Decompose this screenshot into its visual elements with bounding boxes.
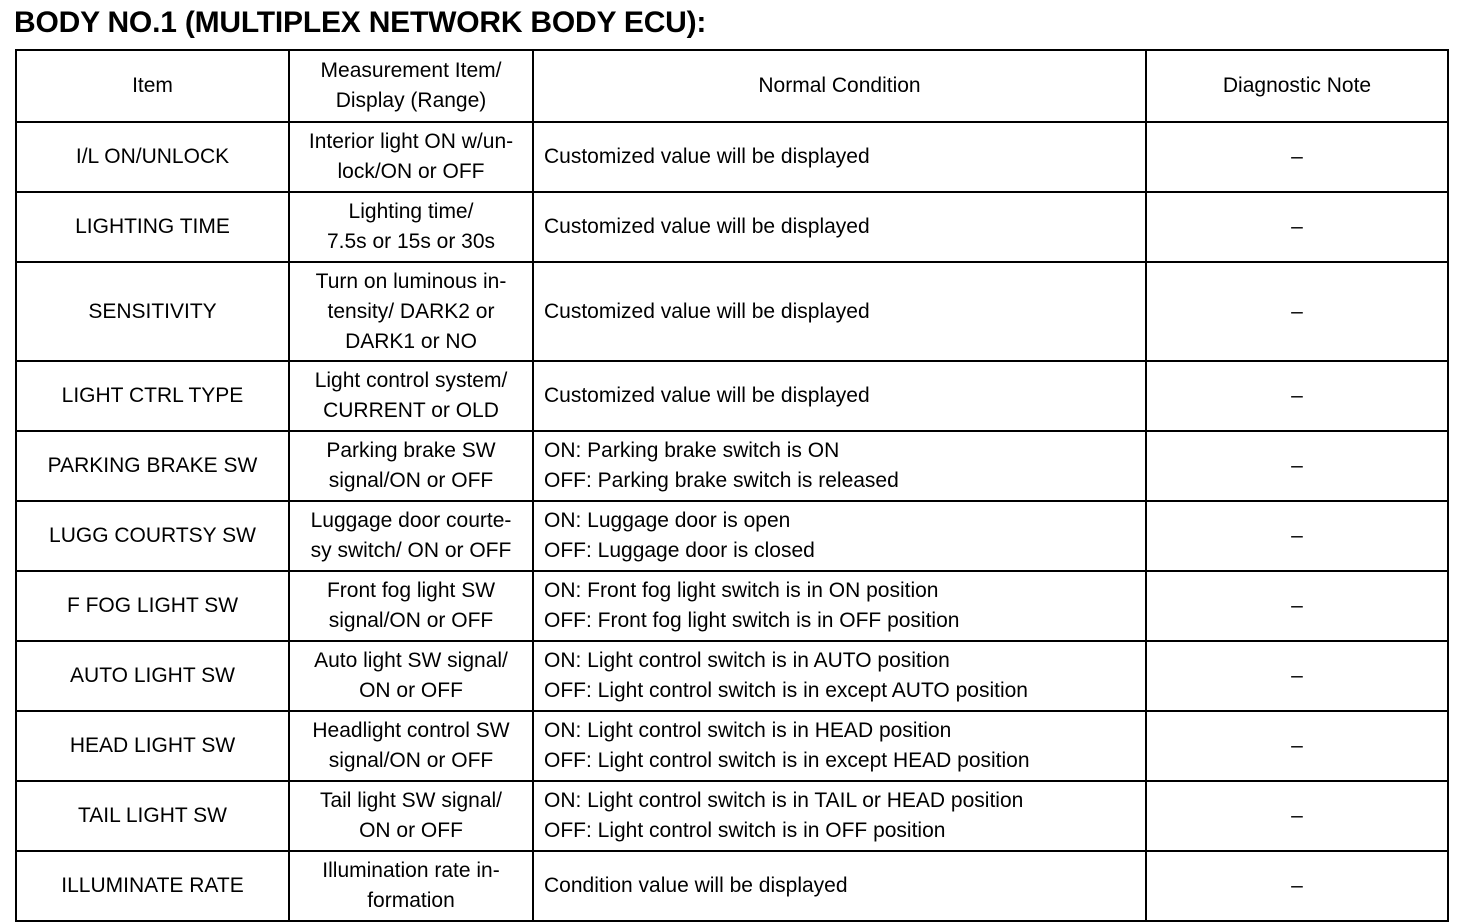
cell-measurement-line: ON or OFF	[359, 819, 463, 842]
table-row	[16, 711, 1448, 781]
cell-condition-line: Condition value will be displayed	[544, 874, 848, 897]
cell-condition-line: OFF: Luggage door is closed	[544, 539, 815, 562]
table-row	[16, 192, 1448, 262]
cell-diagnostic-note: –	[1146, 571, 1448, 641]
cell-item: HEAD LIGHT SW	[16, 711, 289, 781]
cell-item: LIGHT CTRL TYPE	[16, 361, 289, 431]
cell-measurement-line: lock/ON or OFF	[337, 160, 485, 183]
cell-condition-line: ON: Luggage door is open	[544, 509, 791, 532]
header-normal-condition: Normal Condition	[533, 50, 1146, 122]
page-title: BODY NO.1 (MULTIPLEX NETWORK BODY ECU):	[14, 6, 707, 39]
cell-diagnostic-note: –	[1146, 192, 1448, 262]
table-row	[16, 501, 1448, 571]
cell-measurement	[289, 641, 533, 711]
cell-condition-line: OFF: Front fog light switch is in OFF position	[544, 609, 960, 632]
cell-normal-condition	[533, 711, 1146, 781]
cell-measurement	[289, 122, 533, 192]
cell-condition-line: Customized value will be displayed	[544, 145, 870, 168]
cell-normal-condition	[533, 262, 1146, 361]
cell-condition-line: OFF: Light control switch is in except HEAD position	[544, 749, 1030, 772]
cell-measurement-line: formation	[367, 889, 455, 912]
cell-normal-condition	[533, 641, 1146, 711]
table-row	[16, 431, 1448, 501]
cell-diagnostic-note: –	[1146, 711, 1448, 781]
cell-item: I/L ON/UNLOCK	[16, 122, 289, 192]
cell-measurement-line: 7.5s or 15s or 30s	[326, 230, 496, 253]
header-measurement-line: Measurement Item/	[320, 59, 502, 82]
table-row	[16, 571, 1448, 641]
header-diagnostic-note: Diagnostic Note	[1146, 50, 1448, 122]
cell-diagnostic-note: –	[1146, 781, 1448, 851]
cell-measurement	[289, 501, 533, 571]
cell-item: F FOG LIGHT SW	[16, 571, 289, 641]
cell-measurement-line: ON or OFF	[359, 679, 463, 702]
header-item: Item	[16, 50, 289, 122]
cell-normal-condition	[533, 571, 1146, 641]
cell-diagnostic-note: –	[1146, 262, 1448, 361]
cell-condition-line: ON: Light control switch is in TAIL or HEAD position	[544, 789, 1024, 812]
diagnostic-table	[15, 49, 1449, 922]
table-row	[16, 641, 1448, 711]
table-row	[16, 851, 1448, 921]
cell-item: SENSITIVITY	[16, 262, 289, 361]
cell-measurement	[289, 851, 533, 921]
cell-normal-condition	[533, 501, 1146, 571]
cell-condition-line: ON: Parking brake switch is ON	[544, 439, 840, 462]
table-row	[16, 361, 1448, 431]
cell-measurement-line: Parking brake SW	[326, 439, 496, 462]
cell-item: PARKING BRAKE SW	[16, 431, 289, 501]
cell-diagnostic-note: –	[1146, 501, 1448, 571]
cell-measurement	[289, 431, 533, 501]
table-body	[16, 122, 1448, 921]
header-measurement	[289, 50, 533, 122]
cell-item: ILLUMINATE RATE	[16, 851, 289, 921]
cell-measurement-line: Interior light ON w/un-	[308, 130, 514, 153]
cell-condition-line: ON: Light control switch is in HEAD position	[544, 719, 952, 742]
cell-normal-condition	[533, 431, 1146, 501]
header-measurement-line: Display (Range)	[335, 89, 487, 112]
cell-measurement-line: signal/ON or OFF	[328, 609, 494, 632]
cell-condition-line: Customized value will be displayed	[544, 215, 870, 238]
cell-condition-line: Customized value will be displayed	[544, 384, 870, 407]
cell-measurement-line: Illumination rate in-	[322, 859, 500, 882]
table-row	[16, 122, 1448, 192]
cell-measurement	[289, 711, 533, 781]
cell-condition-line: ON: Light control switch is in AUTO position	[544, 649, 950, 672]
cell-item: TAIL LIGHT SW	[16, 781, 289, 851]
cell-condition-line: OFF: Light control switch is in OFF position	[544, 819, 946, 842]
cell-measurement	[289, 781, 533, 851]
cell-diagnostic-note: –	[1146, 641, 1448, 711]
cell-measurement-line: signal/ON or OFF	[328, 469, 494, 492]
cell-measurement-line: tensity/ DARK2 or	[327, 299, 495, 323]
cell-measurement-line: CURRENT or OLD	[323, 399, 499, 422]
cell-measurement-line: Lighting time/	[348, 200, 474, 223]
cell-measurement	[289, 361, 533, 431]
cell-measurement	[289, 262, 533, 361]
cell-item: AUTO LIGHT SW	[16, 641, 289, 711]
cell-diagnostic-note: –	[1146, 851, 1448, 921]
cell-measurement-line: Turn on luminous in-	[315, 269, 507, 293]
cell-diagnostic-note: –	[1146, 122, 1448, 192]
cell-condition-line: OFF: Light control switch is in except AUTO position	[544, 679, 1028, 702]
cell-measurement-line: Tail light SW signal/	[319, 789, 503, 812]
table-row	[16, 781, 1448, 851]
cell-normal-condition	[533, 781, 1146, 851]
cell-measurement-line: Light control system/	[314, 369, 508, 392]
cell-diagnostic-note: –	[1146, 361, 1448, 431]
cell-measurement	[289, 571, 533, 641]
cell-normal-condition	[533, 122, 1146, 192]
cell-measurement-line: sy switch/ ON or OFF	[310, 539, 512, 562]
cell-measurement-line: Headlight control SW	[312, 719, 510, 742]
cell-normal-condition	[533, 192, 1146, 262]
cell-condition-line: Customized value will be displayed	[544, 299, 870, 323]
cell-diagnostic-note: –	[1146, 431, 1448, 501]
cell-measurement-line: DARK1 or NO	[345, 329, 477, 353]
cell-measurement-line: signal/ON or OFF	[328, 749, 494, 772]
cell-condition-line: OFF: Parking brake switch is released	[544, 469, 899, 492]
cell-normal-condition	[533, 361, 1146, 431]
table-row	[16, 262, 1448, 361]
cell-measurement-line: Front fog light SW	[326, 579, 496, 602]
cell-condition-line: ON: Front fog light switch is in ON position	[544, 579, 939, 602]
cell-measurement-line: Luggage door courte-	[310, 509, 512, 532]
cell-item: LUGG COURTSY SW	[16, 501, 289, 571]
cell-measurement-line: Auto light SW signal/	[314, 649, 508, 672]
cell-measurement	[289, 192, 533, 262]
table-header-row	[16, 50, 1448, 122]
cell-item: LIGHTING TIME	[16, 192, 289, 262]
cell-normal-condition	[533, 851, 1146, 921]
